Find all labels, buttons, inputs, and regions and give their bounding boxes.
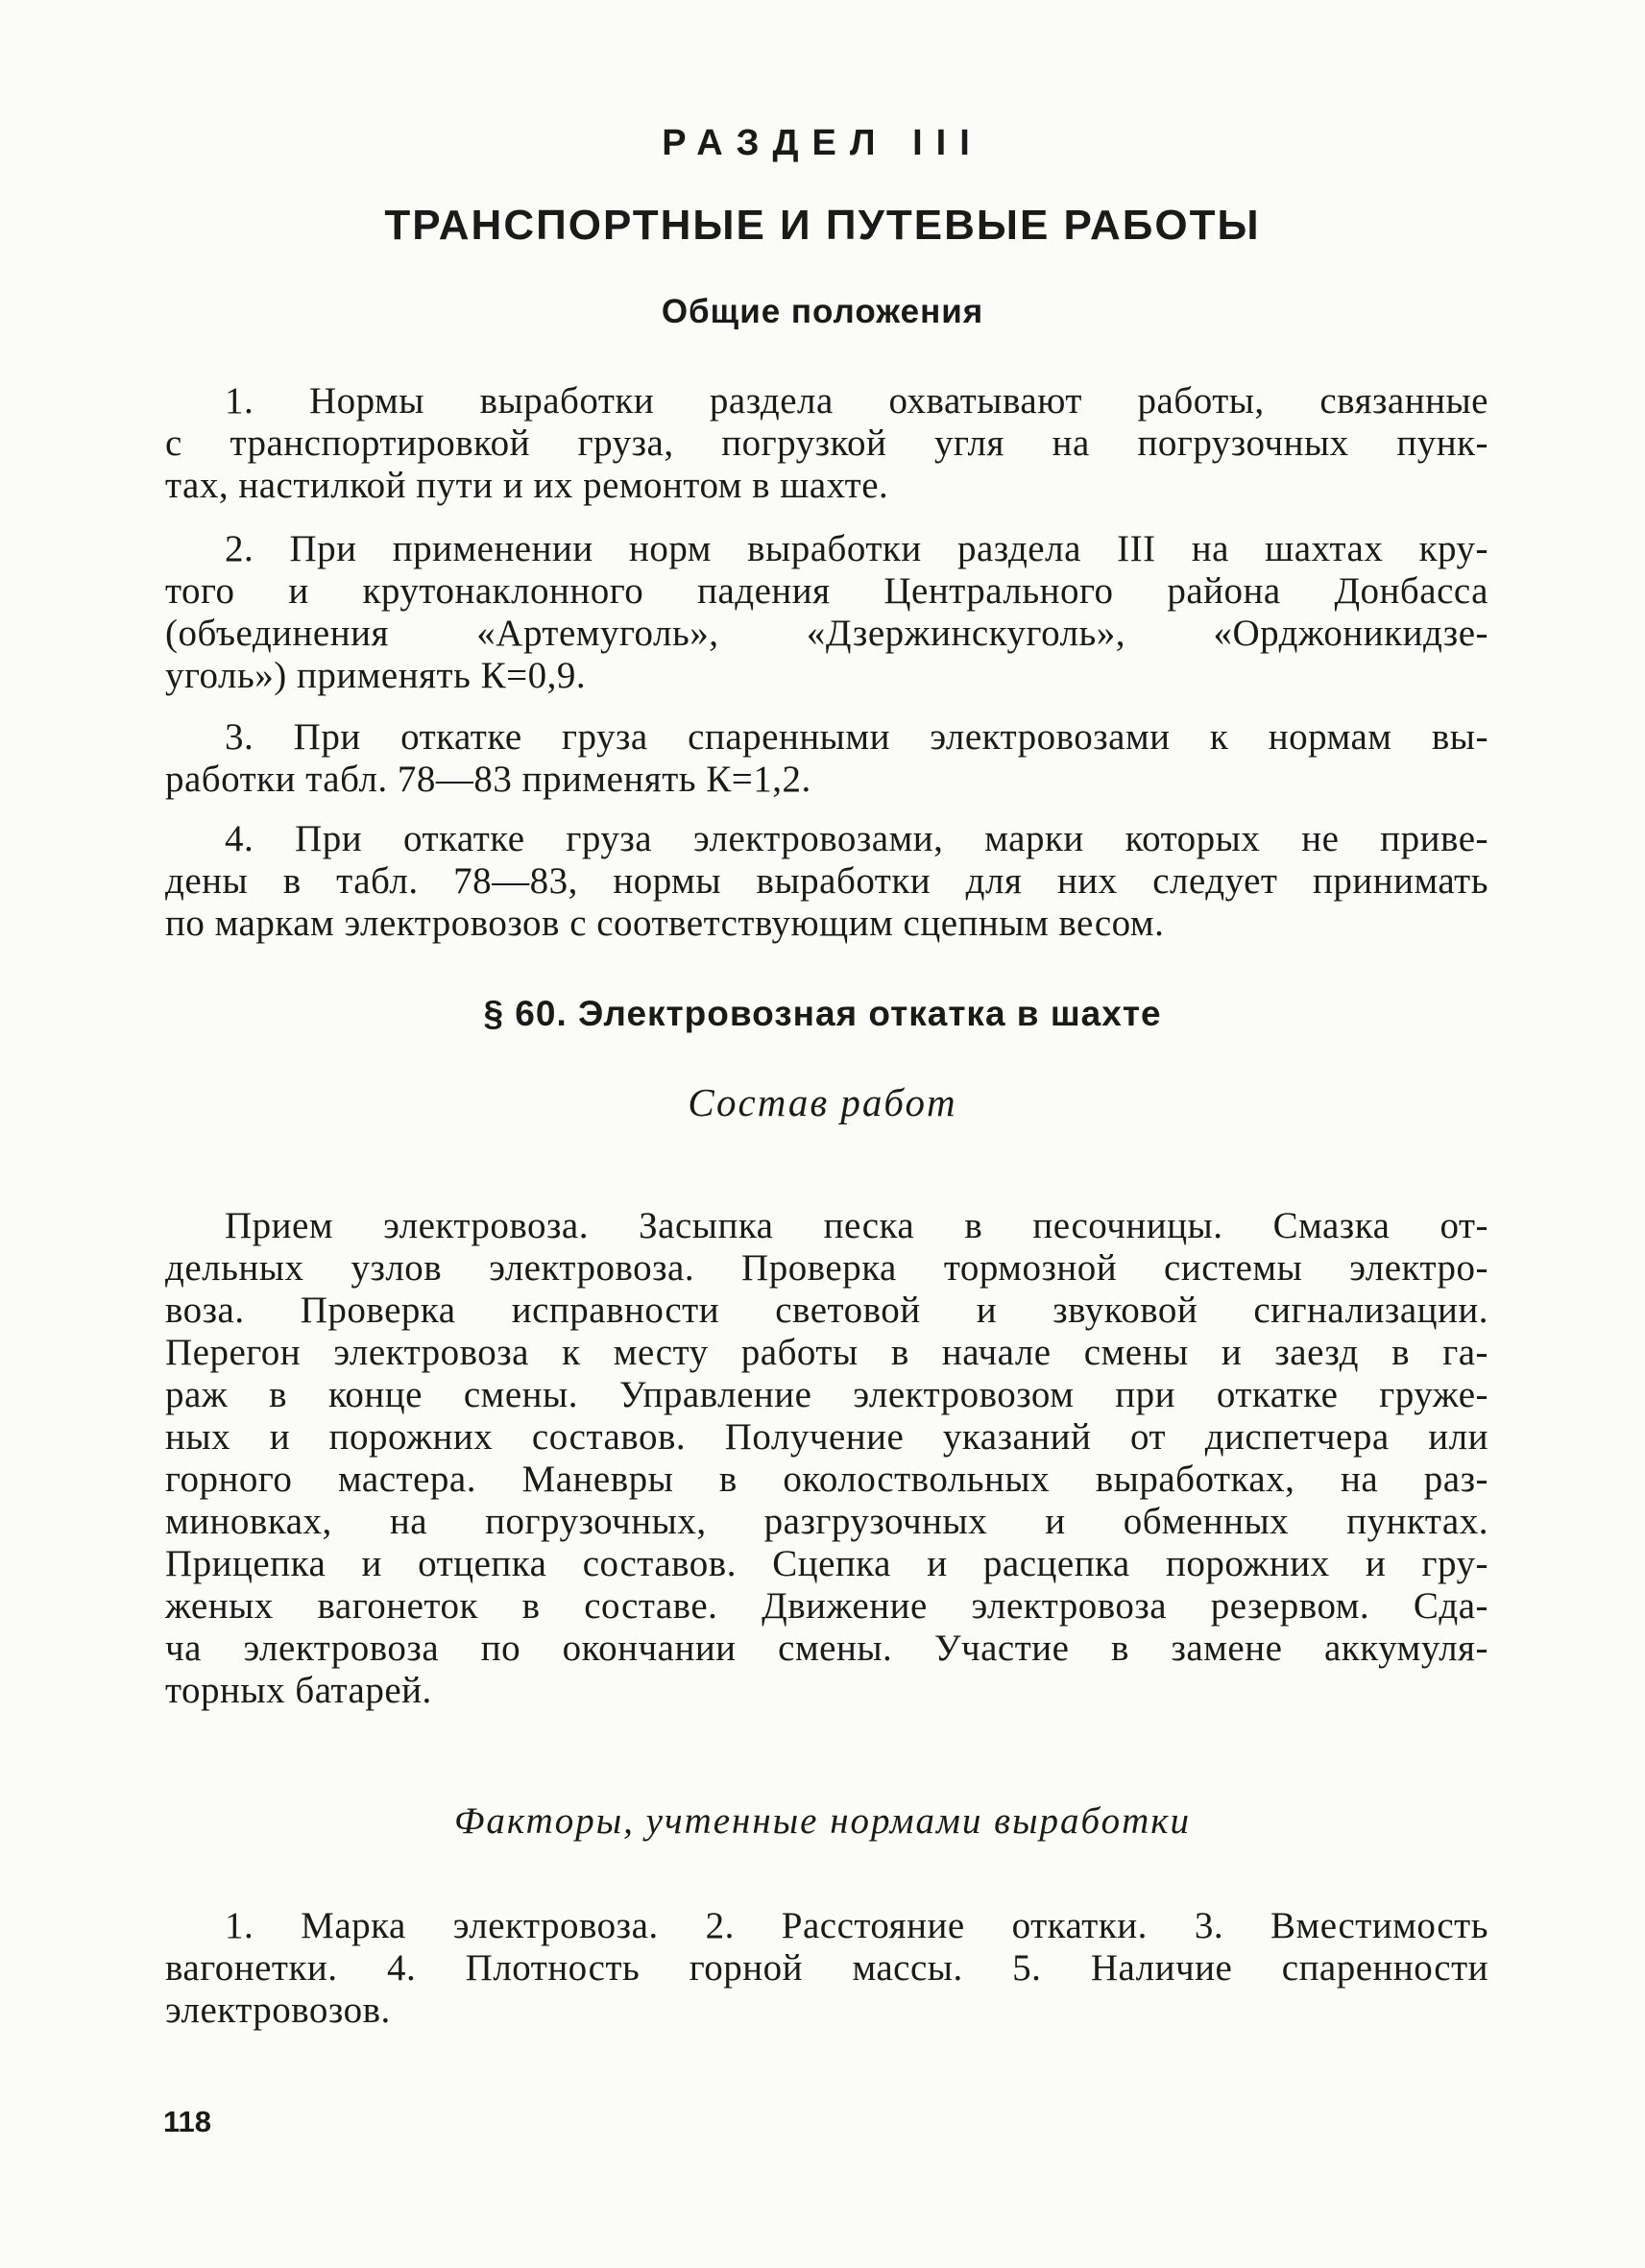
text-line: 1. Нормы выработки раздела охватывают работы, связанные	[225, 380, 1488, 422]
general-item-1	[165, 380, 1488, 507]
text-line: работки табл. 78—83 применять К=1,2.	[165, 759, 811, 800]
text-line: тах, настилкой пути и их ремонтом в шахте.	[165, 465, 889, 506]
text-line: горного мастера. Маневры в околоствольных выработках, на раз-	[165, 1459, 1488, 1500]
general-item-4	[165, 818, 1488, 945]
general-item-2	[165, 528, 1488, 697]
text-line: того и крутонаклонного падения Центрального района Донбасса	[165, 570, 1488, 612]
text-line: ча электровоза по окончании смены. Участие в замене аккумуля-	[165, 1628, 1488, 1669]
text-line: воза. Проверка исправности световой и звуковой сигнализации.	[165, 1290, 1488, 1331]
factors-text	[165, 1905, 1488, 2032]
page-number: 118	[163, 2105, 212, 2138]
text-line: дельных узлов электровоза. Проверка тормозной системы электро-	[165, 1247, 1488, 1289]
text-line: с транспортировкой груза, погрузкой угля на погрузочных пунк-	[165, 422, 1488, 464]
work-composition-text	[165, 1205, 1488, 1712]
text-line: 1. Марка электровоза. 2. Расстояние откатки. 3. Вместимость	[225, 1905, 1488, 1946]
text-line: по маркам электровозов с соответствующим сцепным весом.	[165, 903, 1165, 944]
text-line: Перегон электровоза к месту работы в начале смены и заезд в га-	[165, 1332, 1488, 1373]
text-line: Прицепка и отцепка составов. Сцепка и расцепка порожних и гру-	[165, 1543, 1488, 1584]
text-line: 4. При откатке груза электровозами, марки которых не приве-	[225, 818, 1488, 859]
paragraph-heading: § 60. Электровозная откатка в шахте	[483, 994, 1162, 1033]
section-label: РАЗДЕЛ III	[662, 123, 983, 163]
text-line: ных и порожних составов. Получение указаний от диспетчера или	[165, 1416, 1488, 1458]
text-line: (объединения «Артемуголь», «Дзержинскуголь», «Орджоникидзе-	[165, 613, 1488, 654]
general-item-3	[165, 716, 1488, 801]
text-line: Прием электровоза. Засыпка песка в песочницы. Смазка от-	[225, 1205, 1488, 1246]
section-title: ТРАНСПОРТНЫЕ И ПУТЕВЫЕ РАБОТЫ	[384, 202, 1261, 249]
text-line: 3. При откатке груза спаренными электровозами к нормам вы-	[225, 716, 1488, 758]
text-line: уголь») применять К=0,9.	[165, 655, 587, 696]
text-line: женых вагонеток в составе. Движение электровоза резервом. Сда-	[165, 1585, 1488, 1627]
text-line: электровозов.	[165, 1990, 391, 2031]
text-line: торных батарей.	[165, 1670, 432, 1711]
factors-heading: Факторы, учтенные нормами выработки	[453, 1800, 1191, 1842]
general-provisions-heading: Общие положения	[661, 293, 984, 330]
text-line: 2. При применении норм выработки раздела III на шахтах кру-	[225, 528, 1488, 569]
text-line: дены в табл. 78—83, нормы выработки для них следует принимать	[165, 860, 1488, 902]
text-line: раж в конце смены. Управление электровозом при откатке груже-	[165, 1374, 1488, 1415]
text-line: вагонетки. 4. Плотность горной массы. 5. Наличие спаренности	[165, 1947, 1488, 1989]
text-line: миновках, на погрузочных, разгрузочных и обменных пунктах.	[165, 1501, 1488, 1542]
work-composition-heading: Состав работ	[688, 1080, 957, 1124]
